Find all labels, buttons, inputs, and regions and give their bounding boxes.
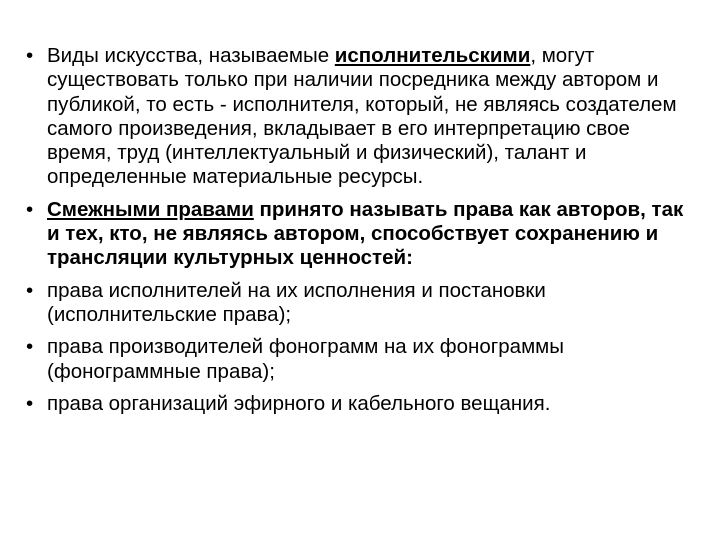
bullet-marker: • [26, 278, 34, 302]
list-item [26, 44, 700, 190]
highlighted-term: Смежными правами [47, 197, 254, 221]
list-item [26, 279, 700, 328]
item-text: права организаций эфирного и кабельного вещания. [47, 391, 551, 415]
highlighted-term: исполнительскими [334, 44, 531, 67]
item-text: , могут существовать только при наличии посредника между автором и публикой, то есть - исполнителя, который, не являясь создателем самого произведения, вкладывает в его интерпретацию свое время, труд (интеллектуальный и физический), талант и определенные материальные ресурсы. [47, 44, 677, 189]
list-item [26, 392, 700, 416]
item-text: принято называть права как авторов, так и тех, кто, не являясь автором, способствует сохранению и трансляции культурных ценностей: [47, 197, 684, 270]
bullet-marker: • [26, 391, 34, 415]
bullet-list [26, 44, 700, 424]
list-item [26, 198, 700, 271]
item-text: права исполнителей на их исполнения и постановки (исполнительские права); [47, 278, 546, 326]
bullet-marker: • [26, 44, 34, 67]
bullet-marker: • [26, 197, 34, 221]
item-text: Виды искусства, называемые [47, 44, 335, 67]
item-text: права производителей фонограмм на их фонограммы (фонограммные права); [47, 335, 564, 383]
list-item [26, 335, 700, 384]
bullet-marker: • [26, 335, 34, 359]
